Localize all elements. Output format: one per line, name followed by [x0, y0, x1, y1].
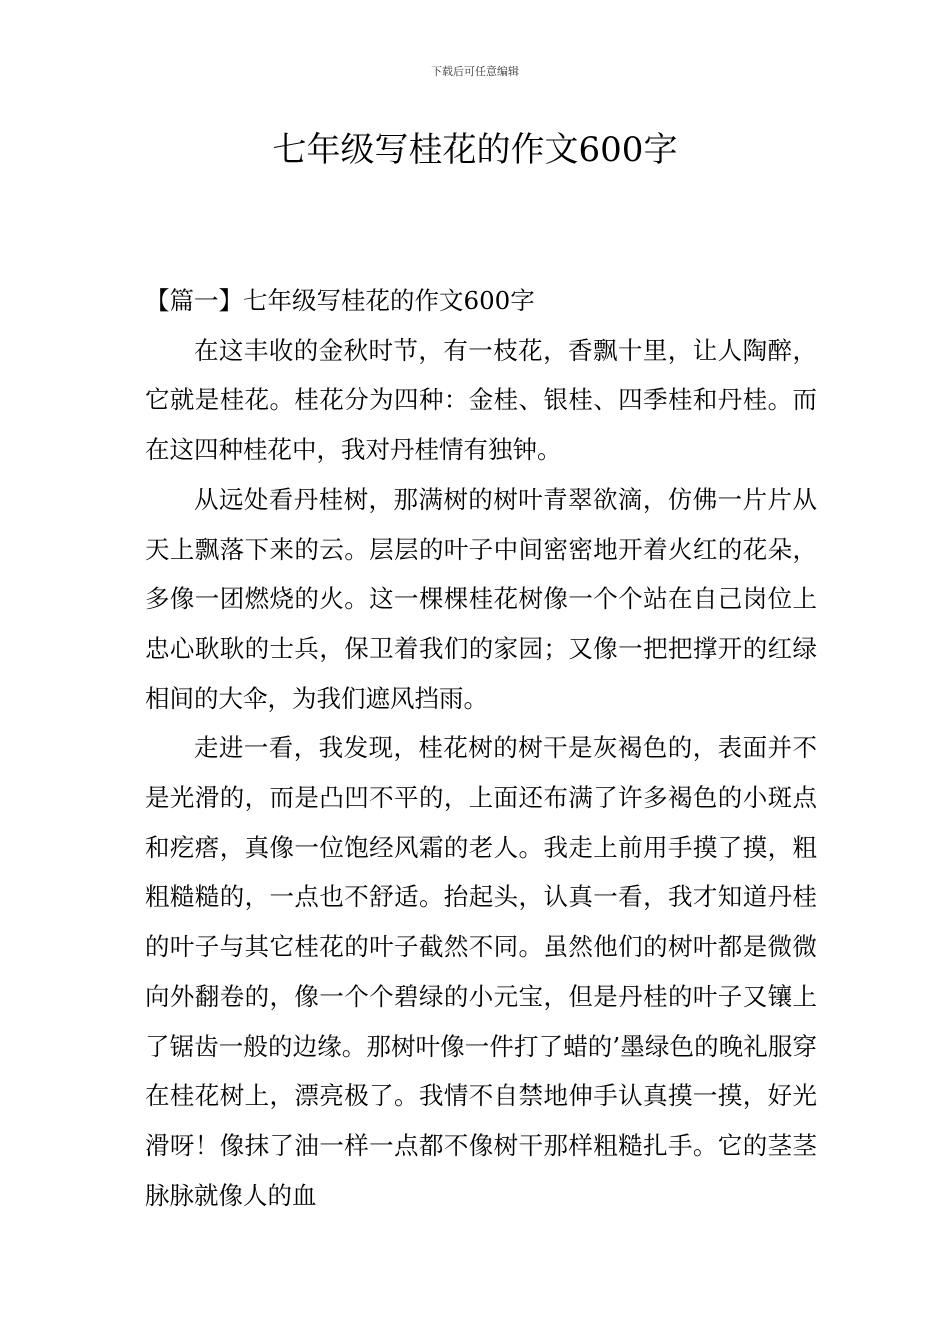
- paragraph-1: 在这丰收的金秋时节，有一枝花，香飘十里，让人陶醉，它就是桂花。桂花分为四种：金桂、银桂、四季桂和丹桂。而在这四种桂花中，我对丹桂情有独钟。: [145, 335, 817, 465]
- document-body: [145, 276, 817, 1220]
- paragraph-3: 走进一看，我发现，桂花树的树干是灰褐色的，表面并不是光滑的，而是凸凹不平的，上面还布满了许多褐色的小斑点和疙瘩，真像一位饱经风霜的老人。我走上前用手摸了摸，粗粗糙糙的，一点也不舒适。抬起头，认真一看，我才知道丹桂的叶子与其它桂花的叶子截然不同。虽然他们的树叶都是微微向外翻卷的，像一个个碧绿的小元宝，但是丹桂的叶子又镶上了锯齿一般的边缘。那树叶像一件打了蜡的’墨绿色的晚礼服穿在桂花树上，漂亮极了。我情不自禁地伸手认真摸一摸，好光滑呀！像抹了油一样一点都不像树干那样粗糙扎手。它的茎茎脉脉就像人的血: [145, 733, 817, 1210]
- section-heading: 【篇一】七年级写桂花的作文600字: [145, 286, 535, 315]
- header-note: 下载后可任意编辑: [431, 65, 519, 78]
- document-title: 七年级写桂花的作文600字: [272, 130, 678, 170]
- paragraph-2: 从远处看丹桂树，那满树的树叶青翠欲滴，仿佛一片片从天上飘落下来的云。层层的叶子中间密密地开着火红的花朵，多像一团燃烧的火。这一棵棵桂花树像一个个站在自己岗位上忠心耿耿的士兵，保卫着我们的家园；又像一把把撑开的红绿相间的大伞，为我们遮风挡雨。: [145, 484, 817, 713]
